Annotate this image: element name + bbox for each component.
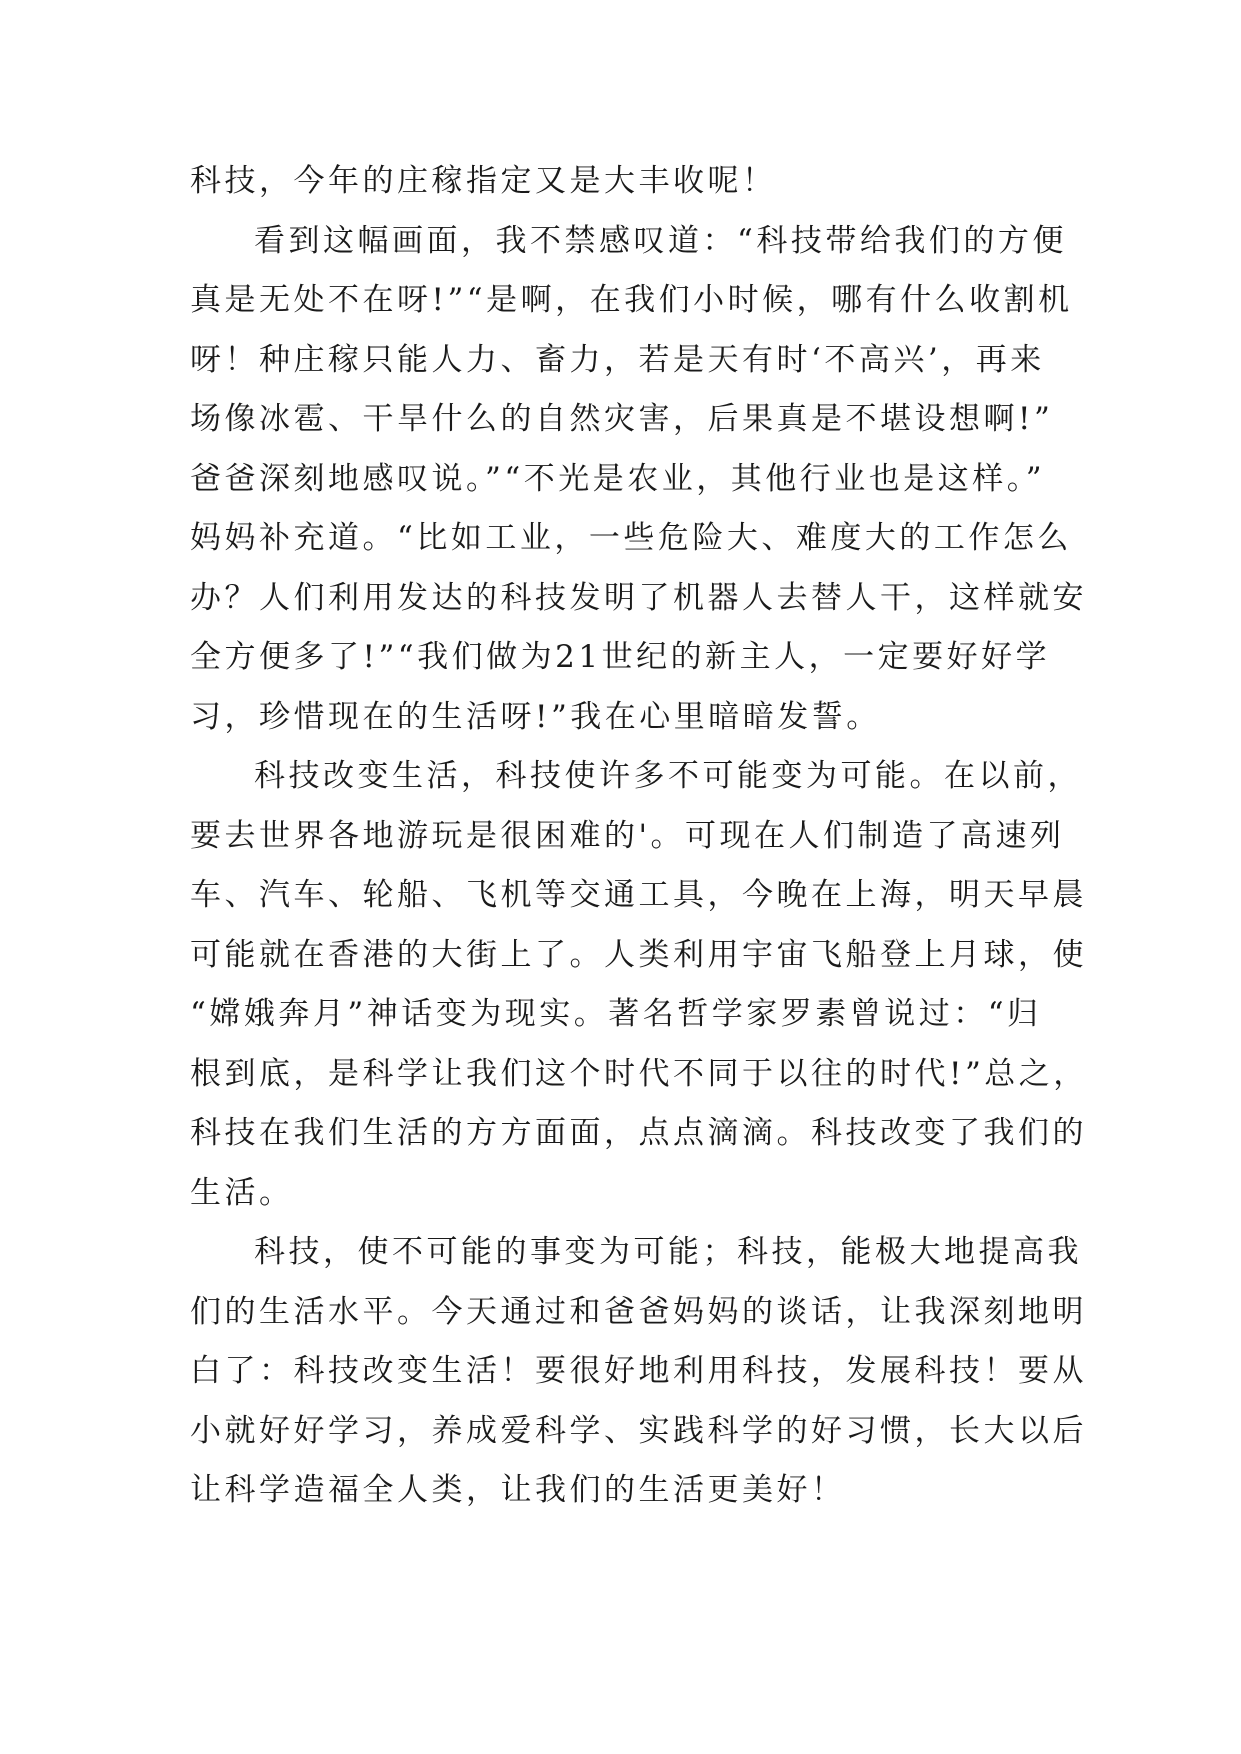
text-line: 全方便多了!”“我们做为21世纪的新主人，一定要好好学 <box>190 639 1051 675</box>
text-line: 要去世界各地游玩是很困难的'。可现在人们制造了高速列 <box>190 817 1065 854</box>
paragraph-start-line: 科技，使不可能的事变为可能；科技，能极大地提高我 <box>254 1234 1082 1270</box>
text-line: 小就好好学习，养成爱科学、实践科学的好习惯，长大以后 <box>190 1412 1087 1449</box>
text-line: 呀！种庄稼只能人力、畜力，若是天有时‘不高兴’，再来 <box>190 341 1045 378</box>
text-line: 妈妈补充道。“比如工业，一些危险大、难度大的工作怎么 <box>190 520 1072 556</box>
text-line: 真是无处不在呀!”“是啊，在我们小时候，哪有什么收割机 <box>190 282 1073 318</box>
text-line: 科技在我们生活的方方面面，点点滴滴。科技改变了我们的 <box>190 1115 1087 1151</box>
text-line: 科技，今年的庄稼指定又是大丰收呢！ <box>190 163 777 199</box>
text-line: 根到底，是科学让我们这个时代不同于以往的时代!”总之， <box>190 1055 1088 1092</box>
text-line: 让科学造福全人类，让我们的生活更美好！ <box>190 1472 846 1508</box>
paragraph-start-line: 看到这幅画面，我不禁感叹道：“科技带给我们的方便 <box>254 222 1067 259</box>
text-line: 办？人们利用发达的科技发明了机器人去替人干，这样就安 <box>190 579 1087 616</box>
text-line: 车、汽车、轮船、飞机等交通工具，今晚在上海，明天早晨 <box>190 877 1087 913</box>
text-line: “嫦娥奔月”神话变为现实。著名哲学家罗素曾说过：“归 <box>190 996 1042 1032</box>
text-line: 白了：科技改变生活！要很好地利用科技，发展科技！要从 <box>190 1353 1087 1389</box>
text-line: 习，珍惜现在的生活呀!”我在心里暗暗发誓。 <box>190 698 881 735</box>
text-line: 场像冰雹、干旱什么的自然灾害，后果真是不堪设想啊!” <box>190 401 1054 437</box>
text-line: 可能就在香港的大街上了。人类利用宇宙飞船登上月球，使 <box>190 936 1087 973</box>
paragraph-start-line: 科技改变生活，科技使许多不可能变为可能。在以前， <box>254 758 1082 794</box>
text-line: 生活。 <box>190 1174 294 1211</box>
text-line: 们的生活水平。今天通过和爸爸妈妈的谈话，让我深刻地明 <box>190 1293 1087 1330</box>
text-line: 爸爸深刻地感叹说。”“不光是农业，其他行业也是这样。” <box>190 460 1046 497</box>
essay-body <box>190 152 1088 1521</box>
